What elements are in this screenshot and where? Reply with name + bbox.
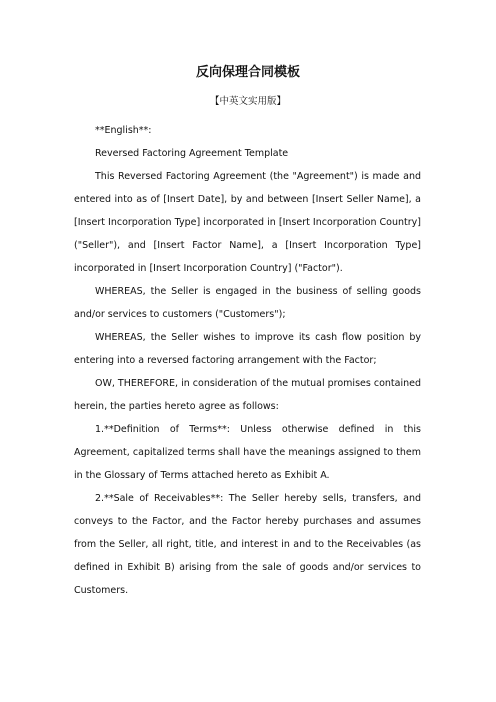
- document-title: 反向保理合同模板: [195, 65, 300, 80]
- paragraph-preamble: This Reversed Factoring Agreement (the "Agreement") is made and entered into as of [Insert Date], by and between [Insert Seller Name], a [Insert Incorporation Type] incorporated in [Insert Incorporation Country] ("Seller"), and [Insert Factor Name], a [Insert Incorporation Type] incorporated in [Insert Incorporation Country] ("Factor").: [74, 171, 421, 274]
- paragraph-whereas-2: WHEREAS, the Seller wishes to improve its cash flow position by entering into a reversed factoring arrangement with the Factor;: [74, 332, 421, 366]
- paragraph-agreement-title: Reversed Factoring Agreement Template: [95, 148, 289, 159]
- document-subtitle: 【中英文实用版】: [209, 96, 286, 107]
- document-body: [74, 119, 421, 602]
- paragraph-clause-2: 2.**Sale of Receivables**: The Seller hereby sells, transfers, and conveys to the Factor, and the Factor hereby purchases and assumes from the Seller, all right, title, and interest in and to the Receivables (as defined in Exhibit B) arising from the sale of goods and/or services to Customers.: [74, 493, 421, 596]
- paragraph-language-heading: **English**:: [95, 125, 152, 136]
- paragraph-whereas-1: WHEREAS, the Seller is engaged in the business of selling goods and/or services to customers ("Customers");: [74, 286, 421, 320]
- paragraph-clause-1: 1.**Definition of Terms**: Unless otherwise defined in this Agreement, capitalized terms shall have the meanings assigned to them in the Glossary of Terms attached hereto as Exhibit A.: [74, 424, 421, 481]
- paragraph-therefore: OW, THEREFORE, in consideration of the mutual promises contained herein, the parties hereto agree as follows:: [74, 378, 421, 412]
